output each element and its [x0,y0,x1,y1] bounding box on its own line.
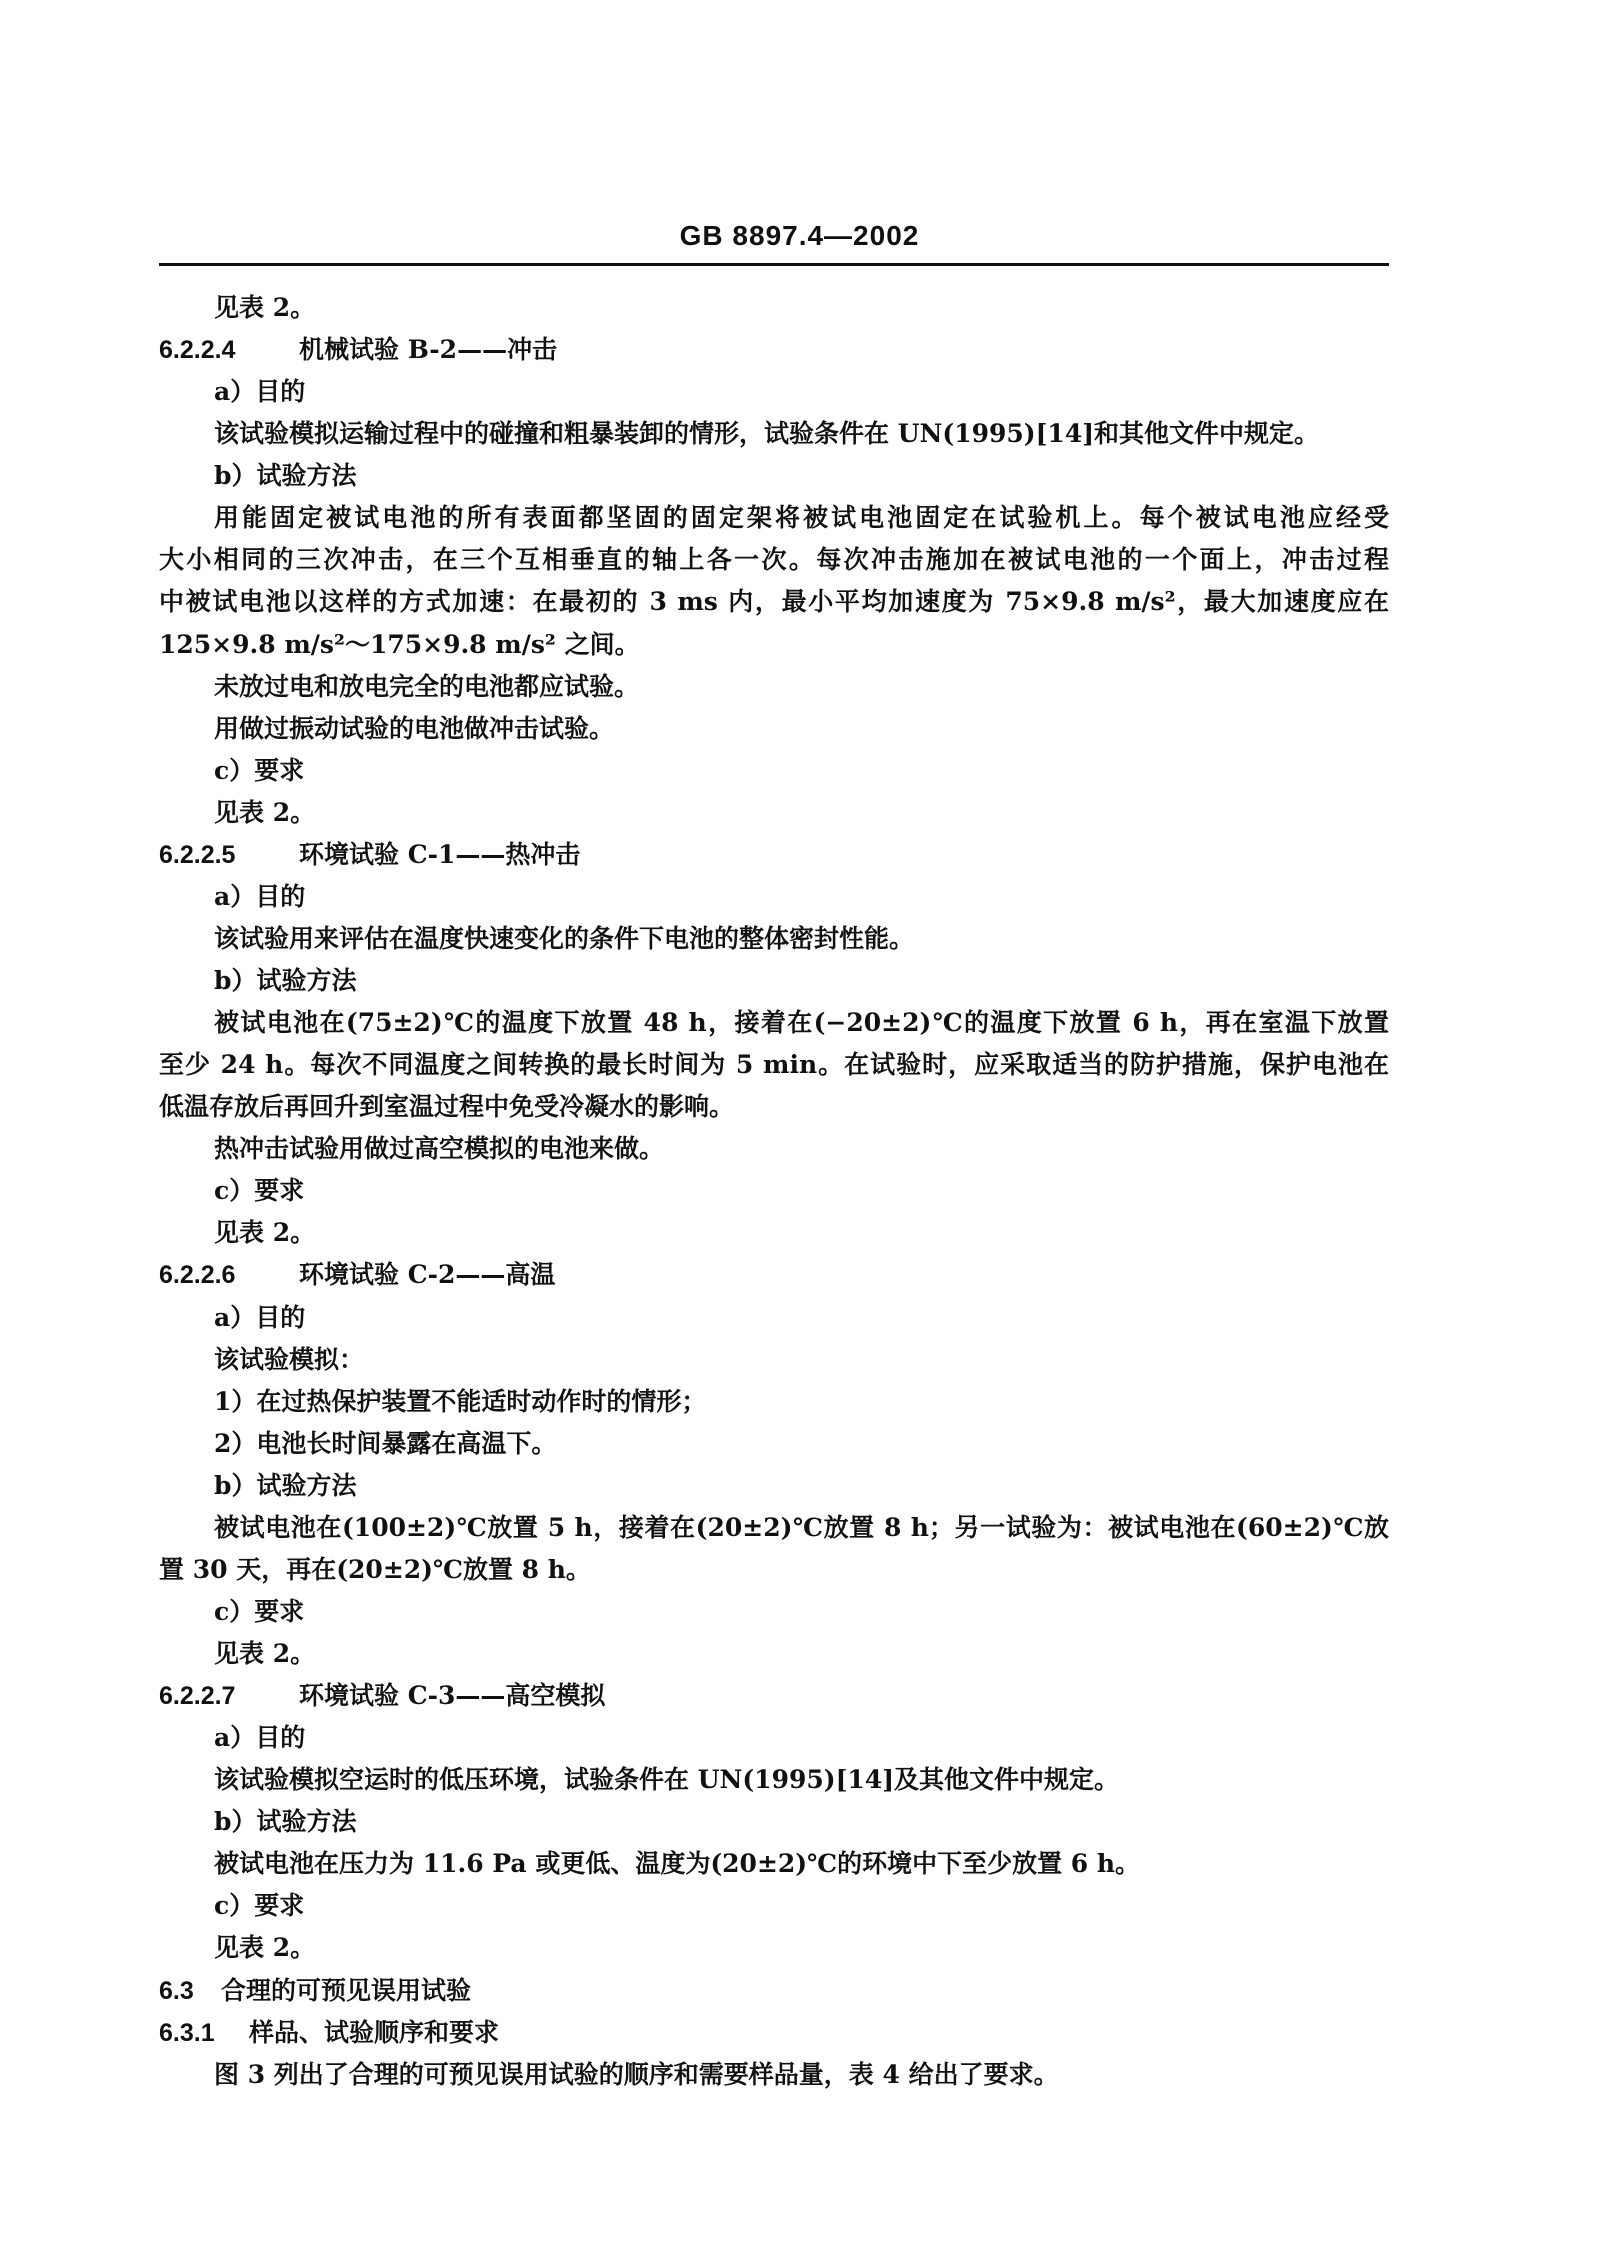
document-body [159,287,1389,2096]
text-line: b）试验方法 [214,1470,357,1500]
section-number: 6.3 [159,1976,194,2005]
section-heading [159,1254,1389,1296]
section-heading [159,329,1389,371]
text-line: 见表 2。 [214,1933,316,1963]
text-line: 1）在过热保护装置不能适时动作时的情形； [214,1386,707,1416]
section-title: 环境试验 C-1——热冲击 [299,839,581,869]
text-line: a）目的 [214,881,306,911]
text-line: 被试电池在(100±2)℃放置 5 h，接着在(20±2)℃放置 8 h；另一试验为：被试电池在(60±2)℃放 [214,1512,1389,1542]
text-line: a）目的 [214,377,306,407]
text-line: 见表 2。 [214,797,316,827]
text-line: b）试验方法 [214,461,357,491]
text-line: a）目的 [214,1723,306,1753]
text-line: 被试电池在(75±2)℃的温度下放置 48 h，接着在(−20±2)℃的温度下放置 6 h，再在室温下放置 [214,1008,1389,1038]
section-title: 合理的可预见误用试验 [221,1975,472,2005]
text-line: 见表 2。 [214,1218,316,1248]
text-line: 2）电池长时间暴露在高温下。 [214,1428,557,1458]
text-line: 低温存放后再回升到室温过程中免受冷凝水的影响。 [159,1092,735,1122]
text-line: c）要求 [214,1596,305,1626]
text-line: 图 3 列出了合理的可预见误用试验的顺序和需要样品量，表 4 给出了要求。 [214,2059,1059,2089]
text-line: 该试验用来评估在温度快速变化的条件下电池的整体密封性能。 [214,923,915,953]
text-line: 该试验模拟： [214,1344,365,1374]
section-number: 6.2.2.6 [159,1261,236,1290]
text-line: b）试验方法 [214,966,357,995]
text-line: a）目的 [214,1302,306,1332]
section-title: 环境试验 C-3——高空模拟 [299,1681,606,1711]
text-line: 见表 2。 [214,293,316,322]
text-line: c）要求 [214,1891,305,1921]
text-line: 用能固定被试电池的所有表面都坚固的固定架将被试电池固定在试验机上。每个被试电池应经受 [214,503,1389,533]
text-line: 中被试电池以这样的方式加速：在最初的 3 ms 内，最小平均加速度为 75×9.8 m/s²，最大加速度应在 [159,587,1389,617]
header-rule [159,263,1389,266]
text-line: 见表 2。 [214,1639,316,1668]
text-line: c）要求 [214,755,305,785]
section-title: 机械试验 B-2——冲击 [299,335,558,365]
section-number: 6.3.1 [159,2018,215,2047]
document-header: GB 8897.4—2002 [679,220,920,251]
text-line: 未放过电和放电完全的电池都应试验。 [214,671,640,701]
text-line: 125×9.8 m/s²～175×9.8 m/s² 之间。 [159,629,640,659]
text-line: b）试验方法 [214,1807,357,1837]
text-line: 该试验模拟运输过程中的碰撞和粗暴装卸的情形，试验条件在 UN(1995)[14]和其他文件中规定。 [214,419,1320,449]
section-title: 环境试验 C-2——高温 [299,1260,556,1290]
text-line: 用做过振动试验的电池做冲击试验。 [214,713,615,743]
text-line: 至少 24 h。每次不同温度之间转换的最长时间为 5 min。在试验时，应采取适当的防护措施，保护电池在 [159,1050,1389,1080]
section-number: 6.2.2.5 [159,840,236,869]
section-title: 样品、试验顺序和要求 [249,2017,500,2047]
section-number: 6.2.2.4 [159,336,236,365]
section-heading [159,834,1389,876]
text-line: 热冲击试验用做过高空模拟的电池来做。 [214,1134,665,1164]
text-line: 置 30 天，再在(20±2)℃放置 8 h。 [159,1554,591,1584]
section-heading [159,2012,1389,2054]
section-number: 6.2.2.7 [159,1682,236,1711]
section-heading [159,1675,1389,1717]
section-heading [159,1970,1389,2012]
text-line: 被试电池在压力为 11.6 Pa 或更低、温度为(20±2)℃的环境中下至少放置 6 h。 [214,1849,1141,1879]
text-line: 该试验模拟空运时的低压环境，试验条件在 UN(1995)[14]及其他文件中规定。 [214,1765,1120,1795]
text-line: 大小相同的三次冲击，在三个互相垂直的轴上各一次。每次冲击施加在被试电池的一个面上，冲击过程 [159,545,1389,575]
text-line: c）要求 [214,1176,305,1206]
